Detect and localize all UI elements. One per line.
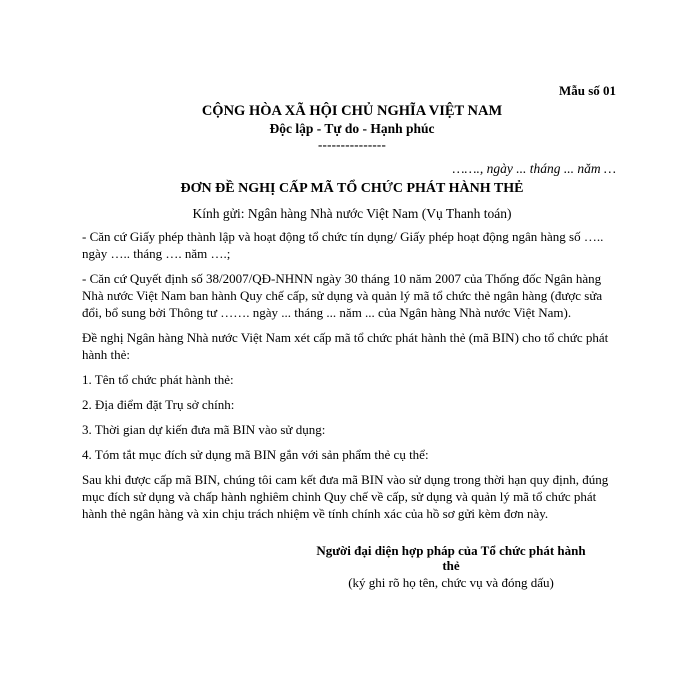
header-divider: --------------- bbox=[318, 137, 386, 152]
national-header bbox=[82, 102, 622, 152]
item-issuer-name: 1. Tên tổ chức phát hành thẻ: bbox=[82, 372, 234, 387]
signature-block bbox=[316, 543, 586, 592]
item-expected-usage-time: 3. Thời gian dự kiến đưa mã BIN vào sử dụng: bbox=[82, 422, 326, 437]
signatory-title: Người đại diện hợp pháp của Tổ chức phát hành thẻ bbox=[316, 543, 586, 573]
basis-decision-paragraph: - Căn cứ Quyết định số 38/2007/QĐ-NHNN ngày 30 tháng 10 năm 2007 của Thống đốc Ngân hàng Nhà nước Việt Nam ban hành Quy chế cấp, sử dụng và quản lý mã tổ chức thẻ ngân hàng (được sửa đổi, bổ sung bởi Thông tư ……. ngày ... tháng ... năm ... của Ngân hàng Nhà nước Việt Nam). bbox=[82, 271, 603, 320]
nation-name: CỘNG HÒA XÃ HỘI CHỦ NGHĨA VIỆT NAM bbox=[201, 103, 503, 119]
basis-license-paragraph: - Căn cứ Giấy phép thành lập và hoạt động tổ chức tín dụng/ Giấy phép hoạt động ngân hàng số ….. ngày ….. tháng …. năm ….; bbox=[82, 229, 604, 261]
request-paragraph: Đề nghị Ngân hàng Nhà nước Việt Nam xét cấp mã tổ chức phát hành thẻ (mã BIN) cho tổ chức phát hành thẻ: bbox=[82, 330, 609, 362]
signature-instruction: (ký ghi rõ họ tên, chức vụ và đóng dấu) bbox=[348, 575, 554, 590]
item-head-office-address: 2. Địa điểm đặt Trụ sở chính: bbox=[82, 397, 235, 412]
national-motto: Độc lập - Tự do - Hạnh phúc bbox=[269, 121, 435, 136]
recipient-line: Kính gửi: Ngân hàng Nhà nước Việt Nam (Vụ Thanh toán) bbox=[192, 206, 512, 221]
commitment-paragraph: Sau khi được cấp mã BIN, chúng tôi cam kết đưa mã BIN vào sử dụng trong thời hạn quy định, đúng mục đích sử dụng và chấp hành nghiêm chỉnh Quy chế về cấp, sử dụng và quản lý mã tổ chức phát hành thẻ ngân hàng và xin chịu trách nhiệm về tính chính xác của hồ sơ gửi kèm đơn này. bbox=[82, 472, 609, 521]
form-number: Mẫu số 01 bbox=[558, 83, 616, 98]
document-body bbox=[82, 228, 618, 530]
document-title: ĐƠN ĐỀ NGHỊ CẤP MÃ TỔ CHỨC PHÁT HÀNH THẺ bbox=[180, 181, 524, 196]
item-usage-purpose: 4. Tóm tắt mục đích sử dụng mã BIN gắn với sản phẩm thẻ cụ thể: bbox=[82, 447, 429, 462]
place-date-line: ……., ngày ... tháng ... năm … bbox=[452, 161, 616, 176]
